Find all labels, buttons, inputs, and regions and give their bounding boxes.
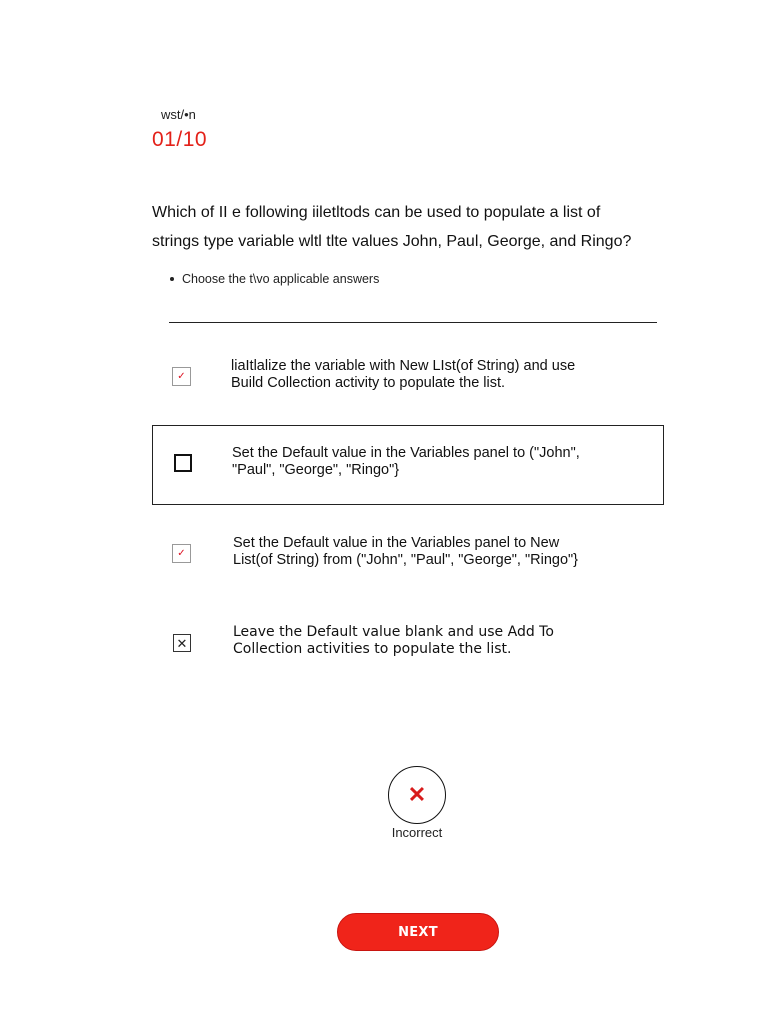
- option-text: [231, 358, 621, 392]
- option-text-line: Collection activities to populate the list.: [233, 641, 512, 657]
- option-text-line: Set the Default value in the Variables panel to ("John",: [232, 445, 580, 461]
- option-text-line: Leave the Default value blank and use Add To: [233, 624, 554, 640]
- result-indicator: [388, 766, 446, 824]
- answer-option-3[interactable]: [152, 520, 664, 590]
- answer-option-4[interactable]: [152, 610, 664, 680]
- question-line-1: Which of II e following iiletltods can be used to populate a list of: [152, 204, 601, 221]
- question-line-2: strings type variable wltl tlte values John, Paul, George, and Ringo?: [152, 233, 632, 250]
- question-counter: 01/10: [152, 128, 208, 151]
- close-icon: ✕: [407, 782, 427, 807]
- hint-text: Choose the t\vo applicable answers: [182, 272, 380, 286]
- option-text-line: "Paul", "George", "Ringo"}: [232, 462, 400, 478]
- option-checkbox[interactable]: [172, 544, 191, 563]
- option-text: [233, 535, 653, 569]
- divider: [169, 322, 657, 323]
- option-text-line: Set the Default value in the Variables panel to New: [233, 535, 560, 551]
- bullet-icon: [170, 277, 174, 281]
- answer-option-1[interactable]: [152, 340, 664, 410]
- question-label: wst/•n: [161, 107, 196, 122]
- option-text: [232, 445, 632, 479]
- option-text-line: liaItlalize the variable with New LIst(of String) and use: [231, 358, 576, 374]
- answer-option-2[interactable]: [152, 425, 664, 505]
- option-checkbox[interactable]: [173, 634, 191, 652]
- option-text-line: List(of String) from ("John", "Paul", "George", "Ringo"}: [233, 552, 579, 568]
- checkmark-icon: ✓: [177, 370, 186, 382]
- option-checkbox[interactable]: [172, 367, 191, 386]
- cross-icon: ✕: [176, 635, 188, 651]
- next-button[interactable]: NEXT: [337, 913, 499, 951]
- option-text-line: Build Collection activity to populate the list.: [231, 375, 506, 391]
- instruction-hint: [170, 272, 379, 286]
- option-checkbox[interactable]: [174, 454, 192, 472]
- checkmark-icon: ✓: [177, 547, 186, 559]
- option-text: [233, 624, 653, 658]
- question-text: [152, 198, 712, 256]
- result-label: Incorrect: [391, 825, 443, 840]
